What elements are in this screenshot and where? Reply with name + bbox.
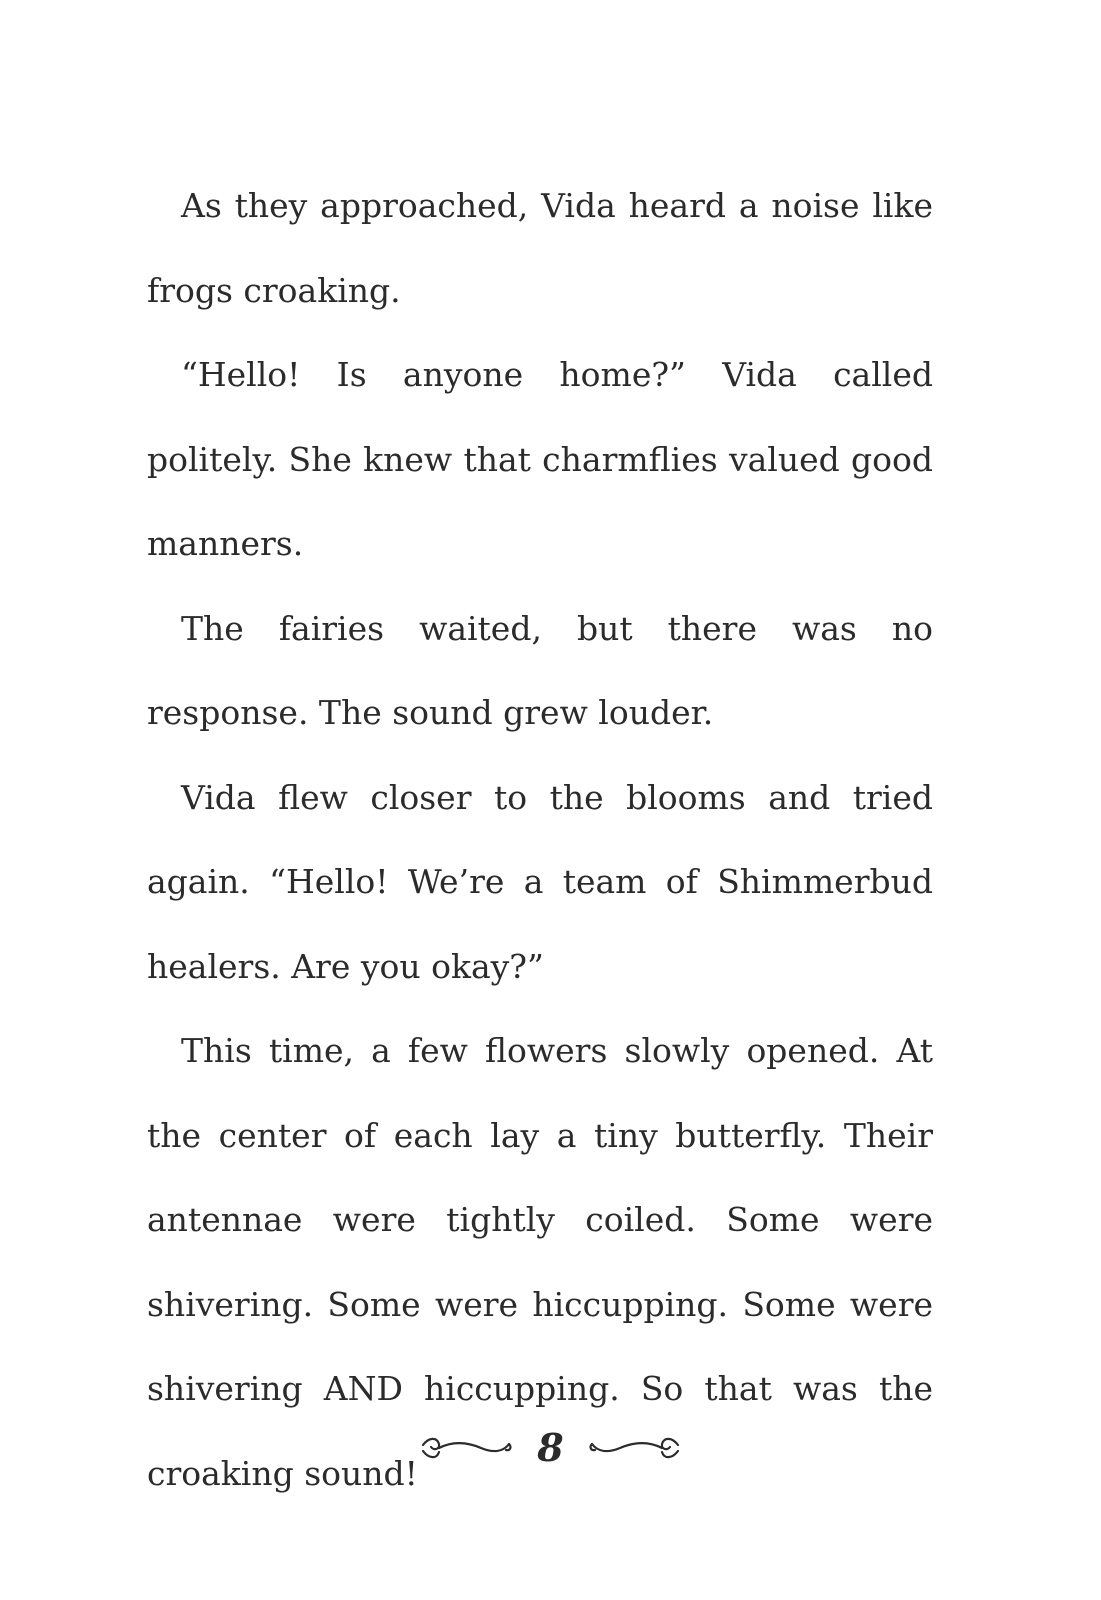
paragraph-2: “Hello! Is anyone home?” Vida called politely. She knew that charmflies valued good manners. <box>147 355 933 563</box>
page-number: 8 <box>537 1425 564 1470</box>
page-footer <box>0 1418 1101 1478</box>
paragraph-1: As they approached, Vida heard a noise like frogs croaking. <box>147 186 933 310</box>
paragraph-3: The fairies waited, but there was no response. The sound grew louder. <box>147 608 933 732</box>
paragraph-5: This time, a few flowers slowly opened. At the center of each lay a tiny butterfly. Their antennae were tightly coiled. Some were shivering. Some were hiccupping. Some were shivering AND hiccupping. So that was the croaking sound! <box>147 1031 933 1493</box>
flourish-left-icon <box>419 1433 515 1463</box>
flourish-right-icon <box>586 1433 682 1463</box>
story-text <box>147 164 933 1516</box>
paragraph-4: Vida flew closer to the blooms and tried again. “Hello! We’re a team of Shimmerbud healers. Are you okay?” <box>147 777 933 986</box>
